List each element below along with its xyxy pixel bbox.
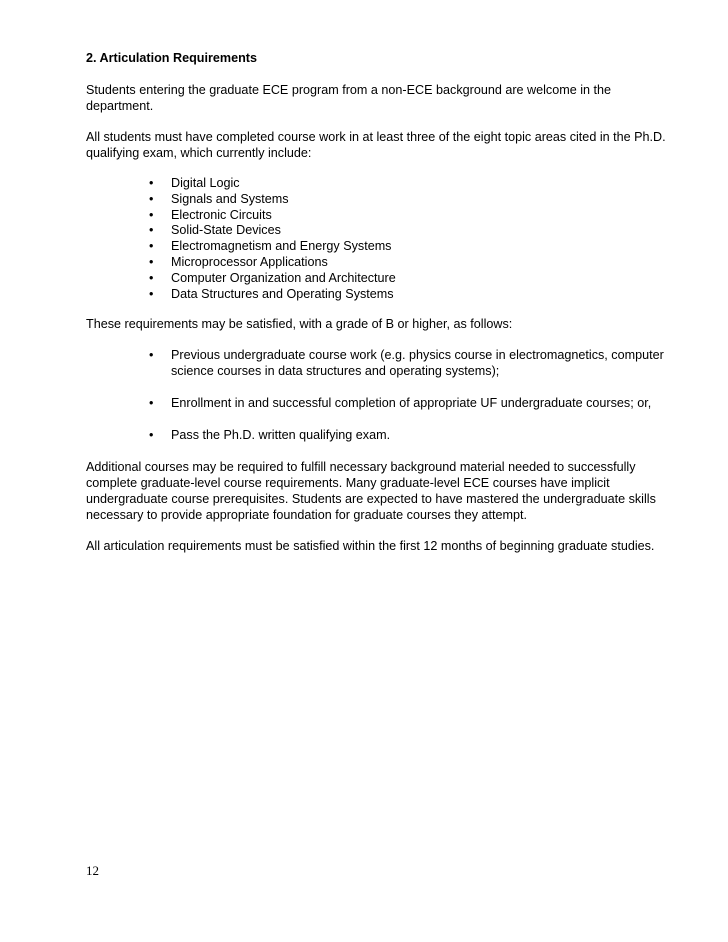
list-item: • Digital Logic xyxy=(86,176,676,192)
list-item: • Computer Organization and Architecture xyxy=(86,271,676,287)
topic-areas-list xyxy=(86,176,676,302)
list-item: • Electronic Circuits xyxy=(86,208,676,224)
document-page xyxy=(86,50,676,569)
deadline-paragraph: All articulation requirements must be satisfied within the first 12 months of beginning graduate studies. xyxy=(86,539,655,554)
list-item: • Signals and Systems xyxy=(86,192,676,208)
satisfy-lead-paragraph: These requirements may be satisfied, with a grade of B or higher, as follows: xyxy=(86,317,513,332)
list-item: • Previous undergraduate course work (e.g. physics course in electromagnetics, computer science courses in data structures and operating systems); xyxy=(86,347,676,379)
topics-lead-paragraph: All students must have completed course work in at least three of the eight topic areas cited in the Ph.D. qualifying exam, which currently include: xyxy=(86,130,666,160)
list-item: • Pass the Ph.D. written qualifying exam. xyxy=(86,427,676,443)
intro-paragraph: Students entering the graduate ECE program from a non-ECE background are welcome in the department. xyxy=(86,83,612,113)
list-item: • Solid-State Devices xyxy=(86,223,676,239)
list-item: • Microprocessor Applications xyxy=(86,255,676,271)
list-item: • Data Structures and Operating Systems xyxy=(86,287,676,303)
satisfaction-options-list xyxy=(86,347,676,443)
list-item: • Electromagnetism and Energy Systems xyxy=(86,239,676,255)
list-item: • Enrollment in and successful completion of appropriate UF undergraduate courses; or, xyxy=(86,395,676,411)
section-heading: 2. Articulation Requirements xyxy=(86,51,257,65)
page-number: 12 xyxy=(86,863,99,878)
additional-courses-paragraph: Additional courses may be required to fulfill necessary background material needed to successfully complete graduate-level course requirements. Many graduate-level ECE courses have implicit undergraduate course prerequisites. Students are expected to have mastered the undergraduate skills necessary to provide appropriate foundation for graduate courses they attempt. xyxy=(86,460,656,523)
